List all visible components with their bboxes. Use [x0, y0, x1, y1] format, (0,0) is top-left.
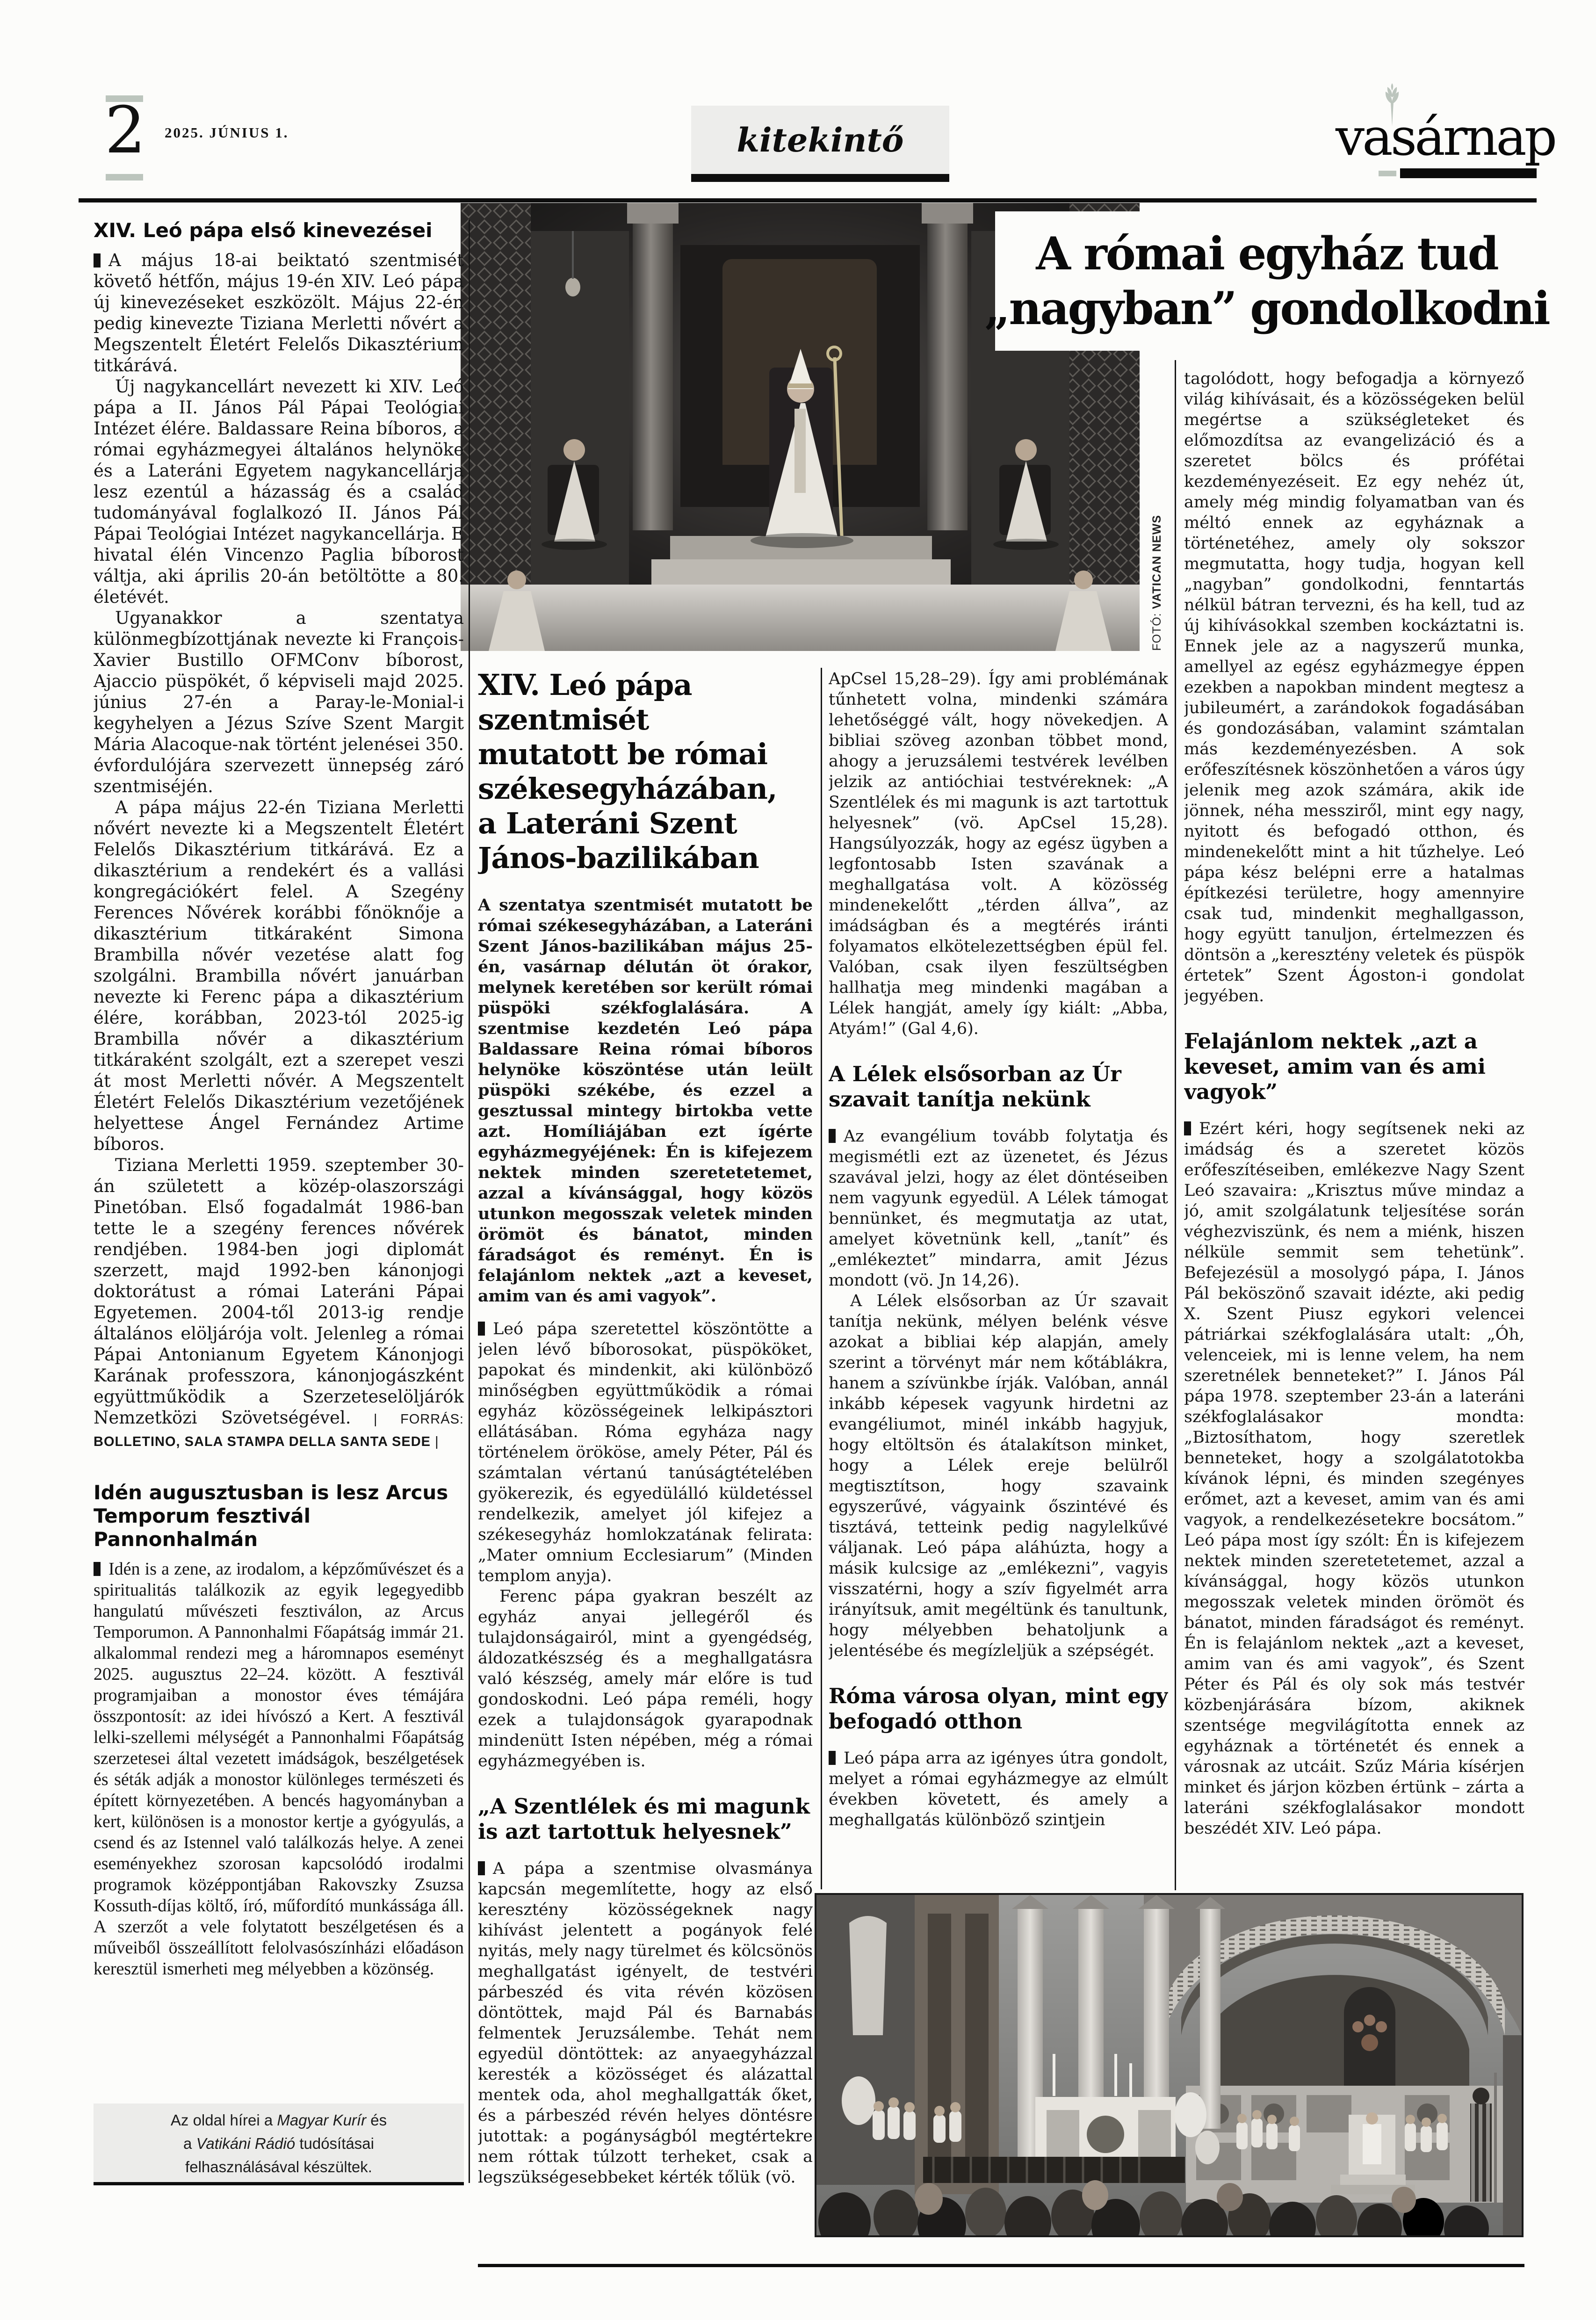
- article2: [94, 1481, 464, 1980]
- issue-date: 2025. JÚNIUS 1.: [165, 124, 289, 141]
- column3-body1: [829, 1126, 1168, 1661]
- page-number-tick-bottom: [106, 174, 143, 181]
- paragraph-start-marker: [829, 1129, 836, 1143]
- paragraph: Az evangélium tovább folytatja és megismétli ezt az üzenetet, és Jézus szavával jelzi, hogy az élet döntéseiben nem vagyunk egyedül. A Lélek támogat bennünket, és megmutatja az utat, amelyet követnünk kell, „tanít” és „emlékeztet” mindarra, amit Jézus mondott (vö. Jn 14,26).: [829, 1127, 1168, 1290]
- paragraph-start-marker: [94, 253, 101, 267]
- article2-body: [94, 1559, 464, 1980]
- paragraph: Ezért kéri, hogy segítsenek neki az imádság és a szeretet közös erőfeszítéseiben, emlékezve Nagy Szent Leó szavaira: „Krisztus műve mindaz a jó, amit szolgálatunk teljesítése során véghezviszünk, és nem a miénk, hiszen nélküle semmit sem tehetünk”. Befejezésül a mosolygó pápa, I. János Pál beköszönő szavait idézte, aki pedig X. Szent Piusz egykori velencei pátriárkai székfoglalására utalt: „Óh, velenceiek, mi is lenne velem, ha nem szeretnélek benneteket?” I. János Pál pápa 1978. szeptember 23-án a lateráni székfoglalásakor mondta: „Biztosíthatom, hogy szeretlek benneteket, hogy a szolgálatotokba kívánok lépni, és minden szegényes erőmet, azt a keveset, amim van és ami vagyok, a rendelkezésetekre bocsátom.” Leó pápa most így szólt: Én is kifejezem nektek minden szeretetetemet, azzal a kívánsággal, hogy közös utunkon megosszak veletek minden örömöt és bánatot, minden fáradságot és reményt. Én is felajánlom nektek „azt a keveset, amim van és ami vagyok”, és Szent Péter és Pál és oly sok más testvér közbenjárására bízom, akiknek szentsége megvilágította ennek az egyháznak a történetét és ennek a városnak az utcáit. Szűz Mária kísérjen minket és járjon közben értünk – zárta a lateráni székfoglalásakor mondott beszédét XIV. Leó pápa.: [1184, 1120, 1524, 1838]
- article1-body: [94, 250, 464, 1452]
- paragraph: A pápa a szentmise olvasmánya kapcsán megemlítette, hogy az első keresztény közösségeknek nagy kihívást jelentett a pogányok felé nyitás, mely nagy türelmet és kölcsönös meghallgatást igényelt, de testvéri párbeszéd és vita révén közösen döntöttek, majd Pál és Barnabás felmentek Jeruzsálembe. Tehát nem egyedül döntöttek: az anyaegyházzal keresték a közösséget és alázattal mentek oda, ahol meghallgatták őket, és a párbeszéd révén helyes döntésre jutottak: a pogányságból megtértekre nem róttak túlzott terheket, csak a legszükségesebbeket kérték tőlük (vö.: [478, 1859, 813, 2187]
- subhead-roma: Róma városa olyan, mint egy befogadó otthon: [829, 1684, 1168, 1734]
- paragraph-start-marker: [1184, 1121, 1191, 1135]
- photo-credit-text: FOTÓ: VATICAN NEWS: [1150, 515, 1163, 651]
- paragraph: Ferenc pápa gyakran beszélt az egyház anyai jellegéről és tulajdonságairól, mint a gyengédség, áldozatkészség és a meghallgatásra való készség, amely már előre is tud gondoskodni. Leó pápa reméli, hogy ezek a tulajdonságok gyarapodnak mindenütt Isten népében, még a római egyházmegyében is.: [478, 1587, 813, 1771]
- subhead-lelek: A Lélek elsősorban az Úr szavait tanítja nekünk: [829, 1062, 1121, 1112]
- paragraph: Tiziana Merletti 1959. szeptember 30-án született a közép-olaszországi Pinetóban. Első fogadalmát 1986-ban tette le a szegény ferences nővérek rendjében. 1984-ben jogi diplomát szerzett, majd 1992-ben kánonjogi doktorátust a római Lateráni Pápai Egyetemen. 2004-től 2013-ig rendje általános elöljárója volt. Jelenleg a római Pápai Antonianum Egyetem Kánonjogi Karának professzora, kánonjogászként együttműködik a Szerzeteselöljárók Nemzetközi Szövetségével. | FORRÁS: BOLLETINO, SALA STAMPA DELLA SANTA SEDE |: [94, 1155, 464, 1449]
- subhead-felajanlom: Felajánlom nektek „azt a keveset, amim van és ami vagyok”: [1184, 1029, 1486, 1104]
- column-3: [829, 669, 1168, 1887]
- headline-line: János-bazilikában: [478, 841, 759, 875]
- paragraph-start-marker: [94, 1562, 101, 1576]
- bottom-photo-lateran-basilica: [815, 1893, 1524, 2237]
- headline-line: XIV. Leó pápa: [478, 668, 692, 702]
- column-4: [1184, 369, 1524, 1877]
- source-credit: |: [351, 1412, 401, 1427]
- paragraph-start-marker: [478, 1861, 485, 1875]
- column2-body1: [478, 1319, 813, 1771]
- headline-line: székesegyházában,: [478, 772, 777, 806]
- headline-line: a Lateráni Szent: [478, 806, 737, 840]
- paragraph: ApCsel 15,28–29). Így ami problémának tűnhetett volna, mindenki számára lehetőséggé vált, hogy növekedjen. A bibliai szöveg azonban többet mond, ahogy a jeruzsálemi testvérek levélben jelzik az antióchiai testvéreknek: „A Szentlélek és mi magunk is azt tartottuk helyesnek” (vö. ApCsel 15,28). Hangsúlyozzák, hogy az egész ügyben a legfontosabb Isten szavának a meghallgatása volt. A közösség mindenekelőtt „térden állva”, az imádságban és a megtérés iránti folyamatos elkötelezettségben épül fel. Valóban, csak ilyen feszültségben hallhatja meg mindenki magában a Lélek hangját, amely így kiált: „Abba, Atyám!” (Gal 4,6).: [829, 670, 1168, 1038]
- subhead-szentlelek: „A Szentlélek és mi magunk is azt tartottuk helyesnek”: [478, 1794, 810, 1844]
- logo-underline-bar: [1400, 168, 1537, 178]
- column4-body: [1184, 1119, 1524, 1839]
- page-sources-note: [94, 2103, 464, 2184]
- paragraph: Leó pápa arra az igényes útra gondolt, melyet a római egyházmegye az elmúlt években követett, és amely a meghallgatás különböző szintjein: [829, 1749, 1168, 1829]
- section-kicker-bar: [691, 174, 949, 182]
- paragraph: A szentatya szentmisét mutatott be római székesegyházában, a Lateráni Szent János-bazilikában május 25-én, vasárnap délután öt órakor, melynek keretében sor került római püspöki székfoglalására. A szentmise kezdetén Leó pápa Baldassare Reina római bíboros helynöke köszöntése után leült püspöki székébe, és ezzel a gesztussal mintegy birtokba vette azt. Homíliájában ezt ígérte egyházmegyéjének: Én is kifejezem nektek minden szeretetetemet, azzal a kívánsággal, hogy közös utunkon megosszak veletek minden örömöt és bánatot, minden fáradságot és reményt. Én is felajánlom nektek „azt a keveset, amim van és ami vagyok”.: [478, 896, 813, 1306]
- secondary-headline: [478, 668, 813, 875]
- section-kicker: kitekintő: [737, 121, 904, 159]
- section-kicker-box: [691, 106, 949, 175]
- column-divider-3: [1175, 360, 1176, 1890]
- column3-continuation: [829, 669, 1168, 1039]
- note-line: a Vatikáni Rádió tudósításai: [183, 2135, 374, 2152]
- main-headline-line2: „nagyban” gondolkodni: [984, 282, 1549, 335]
- column-1: [94, 219, 464, 2099]
- paragraph: Leó pápa szeretettel köszöntötte a jelen lévő bíborosokat, püspököket, papokat és mindenkit, aki különböző minőségben együttműködik a római egyház közösségeinek lelkipásztori ellátásában. Róma egyháza nagy történelem örököse, amely Péter, Pál és számtalan vértanú tanúságtételében gyökerezik, és egyedülálló küldetéssel rendelkezik, amelyet jól kifejez a székesegyház homlokzatának felirata: „Mater omnium Ecclesiarum” (Minden templom anyja).: [478, 1320, 813, 1585]
- paragraph-start-marker: [829, 1751, 836, 1765]
- article2-title: Idén augusztusban is lesz Arcus Temporum fesztivál Pannonhalmán: [94, 1481, 448, 1551]
- paragraph: Ugyanakkor a szentatya különmegbízottjának nevezte ki François-Xavier Bustillo OFMConv bíborost, Ajaccio püspökét, ő képviseli majd 2025. június 27-én a Paray-le-Monial-i kegyhelyen a Jézus Szíve Szent Margit Mária Alacoque-nak történt jelenései 350. évfordulójára szervezett ünnepség záró szentmiséjén.: [94, 608, 464, 796]
- headline-line: szentmisét: [478, 702, 649, 737]
- main-headline-box: [984, 211, 1549, 351]
- logo-tick: [1379, 171, 1396, 176]
- paragraph: A május 18-ai beiktató szentmisét követő hétfőn, május 19-én XIV. Leó pápa új kinevezéseket eszközölt. Május 22-én pedig kinevezte Tiziana Merletti nővért a Megszentelt Életért Felelős Dikasztérium titkárává.: [94, 250, 464, 376]
- paragraph: A pápa május 22-én Tiziana Merletti nővért nevezte ki a Megszentelt Életért Felelős Dikasztérium titkárává. Ez a dikasztérium a rendekért és a vallási kongregációkért felel. A Szegény Ferences Nővérek korábbi főnöknője a dikasztérium titkáraként Simona Brambilla nővér vezetése alatt fog szolgálni. Brambilla nővért januárban nevezte ki Ferenc pápa a dikasztérium élére, korábban, 2023-tól 2025-ig Brambilla nővér a dikasztérium titkáraként szolgált, ezt a szerepet veszi át most Merletti nővér. A Megszentelt Életért Felelős Dikasztérium vezetőjének helyettese Ángel Fernández Artime bíboros.: [94, 797, 464, 1154]
- column-divider-1: [469, 220, 470, 2183]
- note-line: Az oldal hírei a Magyar Kurír és: [170, 2111, 387, 2129]
- bottom-rule-right: [478, 2264, 1524, 2267]
- header-rule: [79, 198, 1537, 202]
- column-2: [478, 668, 813, 2201]
- paragraph: A Lélek elsősorban az Úr szavait tanítja nekünk, mélyen belénk vésve azokat a bibliai kép alapján, amely szerint a törvényt már nem kőtáblákra, hanem a szívünkbe írják. Valóban, annál inkább képesek vagyunk hirdetni az evangéliumot, minél inkább hagyjuk, hogy eltöltsön és átalakítson minket, hogy a Lélek ereje belülről megtisztítson, hogy szavaink egyszerűvé, vágyaink őszintévé és tisztává, tetteink pedig nagylelkűvé váljanak. Leó pápa aláhúzta, hogy a másik kulcsige az „emlékezni”, vagyis visszatérni, hogy a szív figyelmét arra irányítsuk, amit megéltünk és tanultunk, hogy mélyebben behatoljunk a jelentésébe és megízleljük a szépségét.: [829, 1292, 1168, 1660]
- note-line: felhasználásával készültek.: [185, 2158, 372, 2175]
- source-credit: FORRÁS:: [400, 1412, 464, 1427]
- bottom-rule-left: [94, 2182, 464, 2185]
- paragraph: tagolódott, hogy befogadja a környező világ kihívásait, és a közösségeken belül megértse a szükségleteket és előmozdítsa az evangelizáció és a szeretet bölcs és prófétai kezdeményezéseit. Ez egy nehéz út, amely még mindig folyamatban van és méltó ennek az egyháznak a történetéhez, amely oly sokszor megmutatta, hogy tudja, hogyan kell „nagyban” gondolkodni, fenntartás nélkül bátran tervezni, és ha kell, tud az új kihívásokkal szemben kockáztatni is. Ennek jele az a nagyszerű munka, amellyel az egész egyházmegye éppen ezekben a napokban mindent megtesz a jubileumért, a zarándokok fogadásában és gondozásában, valamint számtalan más kezdeményezésben. A sok erőfeszítésnek köszönhetően a város úgy jelenik meg azok számára, akik ide jönnek, néha messziről, mint egy nagy, nyitott és befogadó otthon, és mindenekelőtt mint a hit tűzhelye. Leó pápa kész belépni erre a hatalmas építkezési területre, hogy amennyire csak tud, mindenkit meghallgasson, hogy együtt tanuljon, értelmezzen és döntsön a „keresztény veletek és püspök értetek” Szent Ágoston-i gondolat jegyében.: [1184, 369, 1524, 1005]
- source-credit: BOLLETINO, SALA STAMPA DELLA SANTA SEDE: [94, 1434, 431, 1449]
- source-credit: |: [431, 1434, 439, 1449]
- column2-body2: [478, 1858, 813, 2188]
- newspaper-logo: vasárnap: [1336, 107, 1555, 167]
- paragraph: Idén is a zene, az irodalom, a képzőművészet és a spiritualitás találkozik az egyik legegyedibb hangulatú művészeti fesztiválon, az Arcus Temporumon. A Pannonhalmi Főapátság immár 21. alkalommal rendezi meg a háromnapos eseményt 2025. augusztus 22–24. között. A fesztivál programjaiban a monostor éves témájára összpontosít: az idei hívószó a Kert. A fesztivál lelki-szellemi mélységét a Pannonhalmi Főapátság szerzetesei által vezetett imádságok, beszélgetések és séták adják a monostor különleges természeti és épített környezetében. A bencés hagyományban a kert, különösen is a monostor kertje a gyógyulás, a csend és az Istennel való találkozás helye. A zenei eseményekhez szorosan kapcsolódó irodalmi programok középpontjában Rakovszky Zsuzsa Kossuth-díjas költő, író, műfordító munkássága áll. A szerzőt a vele folytatott beszélgetésen és a műveiből összeállított felolvasószínházi előadáson keresztül ismerheti meg mélyebben a közönség.: [94, 1559, 464, 1979]
- paragraph-start-marker: [478, 1322, 485, 1336]
- lead-paragraph: [478, 895, 813, 1307]
- column-divider-2: [821, 668, 822, 1889]
- article1-title: XIV. Leó pápa első kinevezései: [94, 219, 433, 242]
- main-headline-line1: A római egyház tud: [1036, 227, 1498, 280]
- photo-credit: [1144, 477, 1170, 651]
- headline-line: mutatott be római: [478, 737, 768, 771]
- paragraph: Új nagykancellárt nevezett ki XIV. Leó pápa a II. János Pál Pápai Teológiai Intézet élére. Baldassare Reina bíboros, a római egyházmegyei általános helynöke és a Lateráni Egyetem nagykancellárja lesz ezentúl a házasság és a család tudományával foglalkozó II. János Pál Pápai Teológiai Intézet nagykancellárja. E hivatal élén Vincenzo Paglia bíborost váltja, aki április 20-án betöltötte a 80. életévét.: [94, 376, 464, 607]
- page-number: 2: [105, 93, 146, 168]
- column4-continuation: [1184, 369, 1524, 1006]
- column3-body2: [829, 1748, 1168, 1830]
